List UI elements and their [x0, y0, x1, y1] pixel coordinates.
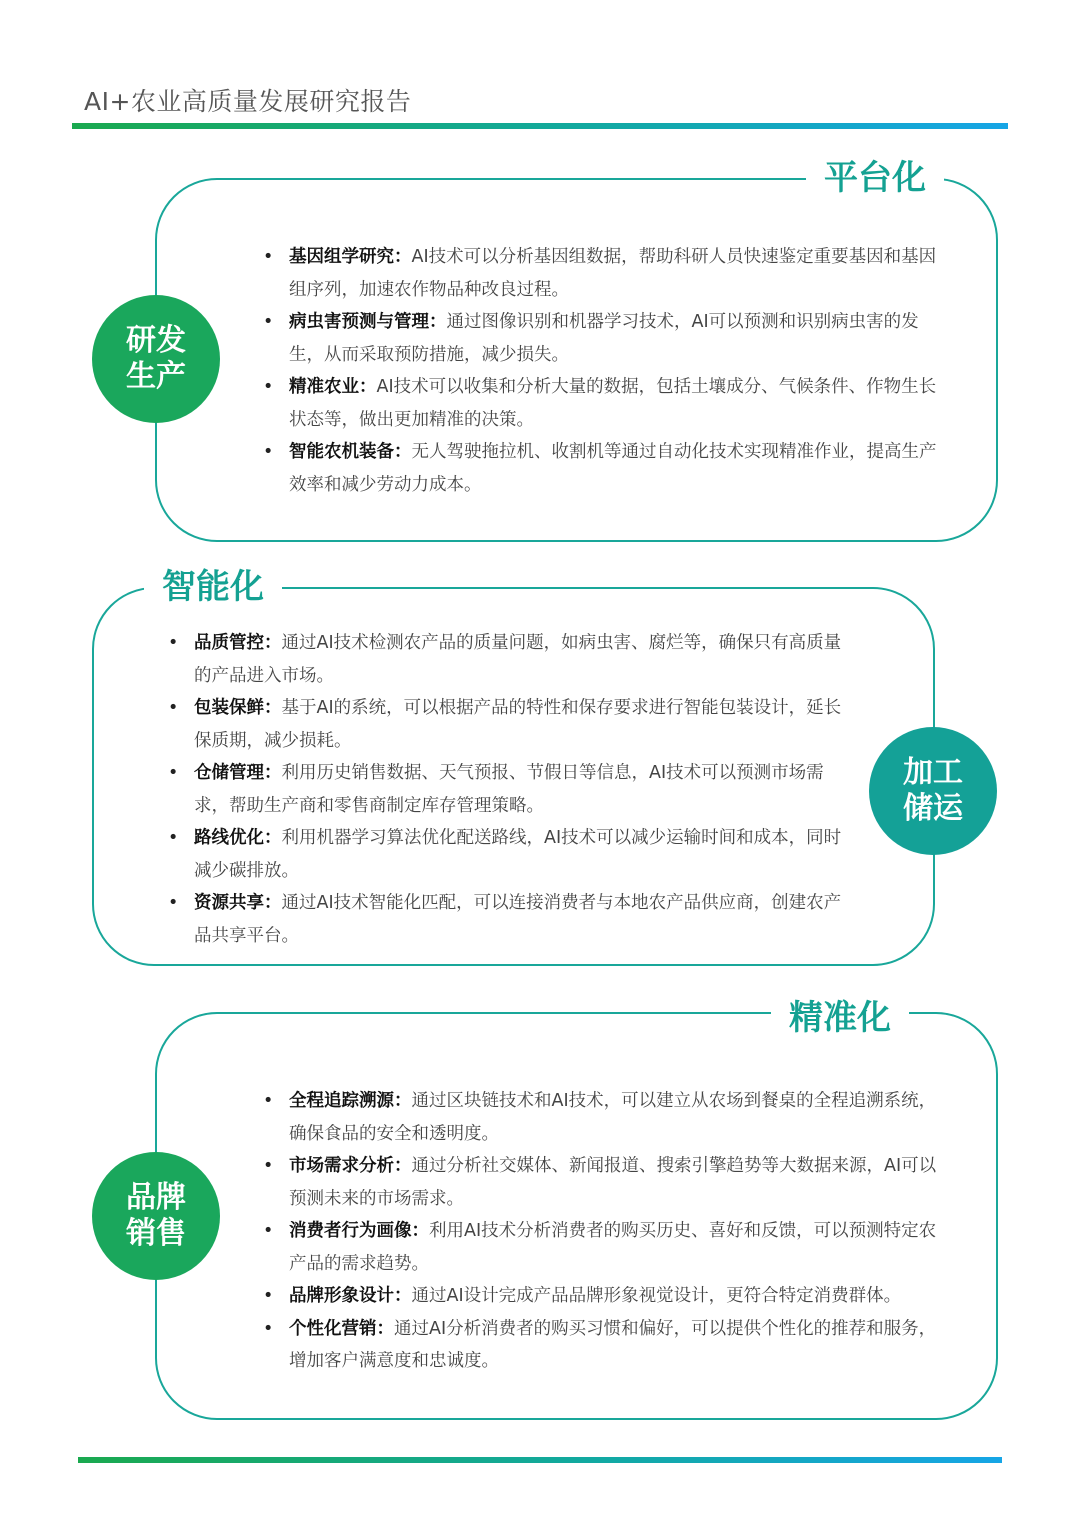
- item-sep: ：: [394, 1286, 412, 1306]
- item-sep: ：: [394, 247, 412, 267]
- item-sep: ：: [376, 1318, 394, 1339]
- header-divider: [72, 123, 1008, 129]
- item-text: AI技术可以收集和分析大量的数据，包括土壤成分、气候条件、作物生长状态等，做出更加精准的决策。: [289, 377, 937, 430]
- item-term: 资源共享: [194, 893, 264, 913]
- precision-list: [263, 1085, 953, 1378]
- item-term: 全程追踪溯源: [289, 1091, 394, 1111]
- item-term: 智能农机装备: [289, 442, 394, 462]
- list-item: [168, 887, 844, 952]
- item-term: 个性化营销: [289, 1318, 377, 1339]
- item-text: AI技术可以分析基因组数据，帮助科研人员快速鉴定重要基因和基因组序列，加速农作物品种改良过程。: [289, 247, 937, 300]
- list-item: [263, 436, 953, 501]
- list-item: [263, 371, 953, 436]
- item-term: 病虫害预测与管理: [289, 312, 429, 332]
- item-text: 通过区块链技术和AI技术，可以建立从农场到餐桌的全程追溯系统，确保食品的安全和透明度。: [289, 1091, 937, 1144]
- item-text: 通过AI技术智能化匹配，可以连接消费者与本地农产品供应商，创建农产品共享平台。: [194, 893, 842, 946]
- item-sep: ：: [359, 377, 377, 397]
- item-sep: ：: [264, 828, 282, 848]
- list-item: [263, 1085, 953, 1150]
- list-item: [168, 692, 844, 757]
- item-text: 通过AI分析消费者的购买习惯和偏好，可以提供个性化的推荐和服务，增加客户满意度和忠诚度。: [289, 1318, 937, 1371]
- footer-divider: [78, 1457, 1002, 1463]
- item-sep: ：: [264, 763, 282, 783]
- processing-storage-badge: [869, 727, 997, 855]
- item-sep: ：: [394, 442, 412, 462]
- item-text: 通过分析社交媒体、新闻报道、搜索引擎趋势等大数据来源，AI可以预测未来的市场需求。: [289, 1156, 937, 1209]
- item-text: 通过AI设计完成产品品牌形象视觉设计，更符合特定消费群体。: [411, 1286, 902, 1306]
- badge-line: 销售: [126, 1216, 186, 1251]
- brand-sales-badge: [92, 1152, 220, 1280]
- item-text: 利用机器学习算法优化配送路线，AI技术可以减少运输时间和成本，同时减少碳排放。: [194, 828, 842, 881]
- list-item: [263, 1215, 953, 1280]
- platform-list: [263, 241, 953, 501]
- list-item: [263, 1150, 953, 1215]
- item-text: 通过图像识别和机器学习技术，AI可以预测和识别病虫害的发生，从而采取预防措施，减少损失。: [289, 312, 919, 365]
- item-sep: ：: [429, 312, 447, 332]
- precision-section-heading: 精准化: [771, 998, 909, 1038]
- item-sep: ：: [394, 1156, 412, 1176]
- badge-line: 研发: [126, 323, 186, 358]
- badge-line: 储运: [903, 791, 963, 826]
- item-text: 利用历史销售数据、天气预报、节假日等信息，AI技术可以预测市场需求，帮助生产商和零售商制定库存管理策略。: [194, 763, 824, 816]
- item-text: 无人驾驶拖拉机、收割机等通过自动化技术实现精准作业，提高生产效率和减少劳动力成本。: [289, 442, 937, 495]
- item-sep: ：: [264, 893, 282, 913]
- item-sep: ：: [264, 698, 282, 718]
- item-text: 基于AI的系统，可以根据产品的特性和保存要求进行智能包装设计，延长保质期，减少损耗。: [194, 698, 842, 751]
- list-item: [263, 1313, 953, 1378]
- item-term: 品质管控: [194, 633, 264, 653]
- badge-line: 品牌: [126, 1180, 186, 1215]
- list-item: [263, 306, 953, 371]
- item-sep: ：: [264, 633, 282, 653]
- intelligent-section-heading: 智能化: [144, 567, 282, 607]
- report-title: AI+农业高质量发展研究报告: [84, 87, 412, 116]
- item-text: 利用AI技术分析消费者的购买历史、喜好和反馈，可以预测特定农产品的需求趋势。: [289, 1221, 937, 1274]
- list-item: [168, 627, 844, 692]
- item-term: 消费者行为画像: [289, 1221, 412, 1241]
- list-item: [168, 822, 844, 887]
- item-text: 通过AI技术检测农产品的质量问题，如病虫害、腐烂等，确保只有高质量的产品进入市场。: [194, 633, 842, 686]
- item-sep: ：: [411, 1221, 429, 1241]
- badge-line: 生产: [126, 359, 186, 394]
- item-term: 包装保鲜: [194, 698, 264, 718]
- intelligent-list: [168, 627, 844, 952]
- item-term: 品牌形象设计: [289, 1286, 394, 1306]
- list-item: [168, 757, 844, 822]
- badge-line: 加工: [903, 755, 963, 790]
- item-term: 路线优化: [194, 828, 264, 848]
- platform-section-heading: 平台化: [806, 158, 944, 198]
- list-item: [263, 1280, 953, 1313]
- item-sep: ：: [394, 1091, 412, 1111]
- item-term: 精准农业: [289, 377, 359, 397]
- rd-production-badge: [92, 295, 220, 423]
- item-term: 仓储管理: [194, 763, 264, 783]
- item-term: 基因组学研究: [289, 247, 394, 267]
- item-term: 市场需求分析: [289, 1156, 394, 1176]
- list-item: [263, 241, 953, 306]
